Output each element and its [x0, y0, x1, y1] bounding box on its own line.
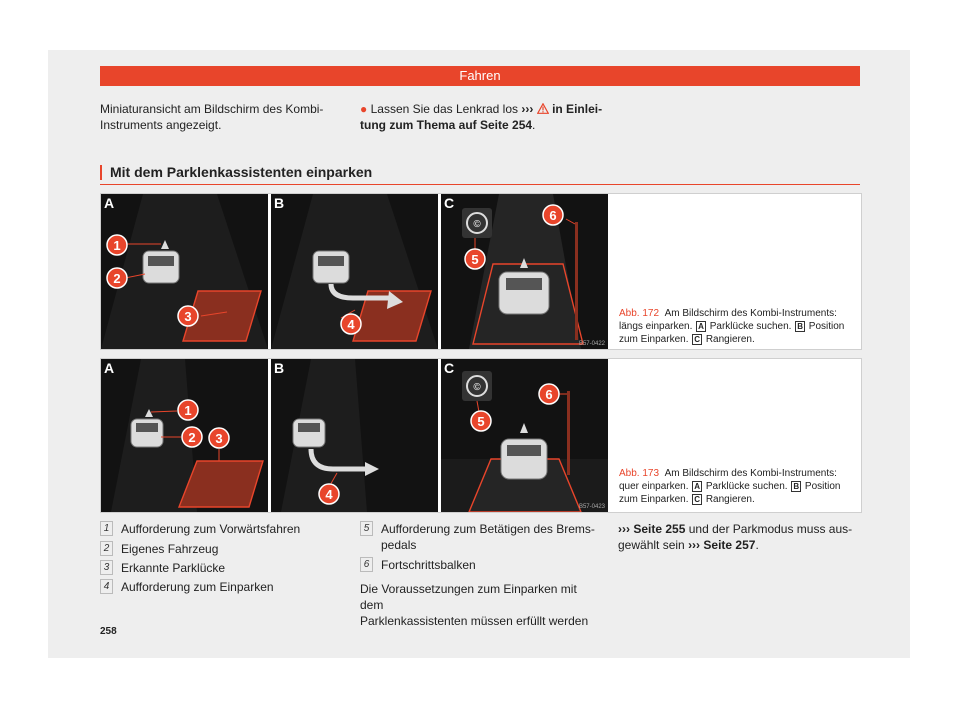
bullet-icon: ● — [360, 102, 368, 116]
intro-left — [100, 101, 323, 133]
caption-text: quer einparken. — [619, 481, 689, 492]
intro-left-line2: Instruments angezeigt. — [100, 118, 222, 132]
legend-item — [360, 521, 600, 553]
svg-text:2: 2 — [188, 430, 196, 445]
panel-label-a: A — [104, 195, 115, 211]
figure-code: B57-0422 — [578, 341, 605, 347]
callout-6 — [543, 205, 563, 225]
legend-text: Erkannte Parklücke — [121, 561, 226, 575]
legend-item — [100, 579, 274, 595]
ref-link-1[interactable]: Seite 255 — [633, 522, 686, 536]
caption-abb: Abb. 173 — [619, 468, 660, 479]
callout-4 — [319, 484, 339, 504]
callout-6 — [539, 384, 559, 404]
key-a: A — [698, 322, 704, 331]
section-title: Mit dem Parklenkassistenten einparken — [110, 164, 373, 180]
intro-left-line1: Miniaturansicht am Bildschirm des Kombi- — [100, 102, 324, 116]
bullet-text: Lassen Sie das Lenkrad los — [370, 102, 519, 116]
svg-text:1: 1 — [113, 238, 121, 253]
legend-number: 4 — [100, 579, 113, 594]
panel-c-illustration — [441, 194, 608, 349]
caption-line1: Am Bildschirm des Kombi-Instruments: — [664, 308, 837, 319]
figure-172-caption — [619, 307, 855, 346]
col3-paragraph — [618, 521, 858, 553]
figure-172 — [100, 193, 862, 350]
key-c: C — [694, 335, 701, 344]
caption-text: Position — [804, 481, 841, 492]
callout-2 — [107, 268, 127, 288]
figure-173-panel-b — [271, 359, 438, 512]
intro-bullet — [360, 101, 602, 133]
callout-1 — [178, 400, 198, 420]
panel-b-illustration — [271, 359, 438, 512]
svg-text:5: 5 — [477, 414, 485, 429]
section-marker — [100, 165, 102, 180]
caption-line1: Am Bildschirm des Kombi-Instruments: — [664, 468, 837, 479]
key-b: B — [793, 482, 800, 491]
svg-text:©: © — [473, 219, 481, 230]
key-c: C — [694, 495, 701, 504]
col3-text: und der Parkmodus muss aus- — [688, 522, 853, 536]
figure-172-panel-c — [441, 194, 608, 349]
caption-text: Parklücke suchen. — [705, 481, 788, 492]
panel-label-c: C — [444, 360, 455, 376]
requirements-line2: Parklenkassistenten müssen erfüllt werden — [360, 614, 589, 628]
caption-text: Position — [808, 321, 845, 332]
legend-number: 2 — [100, 541, 113, 556]
ref-link-2[interactable]: Seite 257 — [703, 538, 756, 552]
figure-172-panel-a — [101, 194, 268, 349]
col3-end: . — [755, 538, 759, 552]
caption-text: zum Einparken. — [619, 334, 689, 345]
svg-text:©: © — [473, 382, 481, 393]
bullet-end: . — [532, 118, 536, 132]
key-a: A — [694, 482, 701, 491]
legend-text: Aufforderung zum Betätigen des Brems- — [381, 522, 595, 536]
legend-item — [100, 521, 300, 537]
callout-5 — [465, 249, 485, 269]
legend-number: 1 — [100, 521, 113, 536]
bullet-arrow: ››› — [521, 102, 534, 116]
requirements-line1: Die Voraussetzungen zum Einparken mit dem — [360, 582, 577, 612]
legend-item — [360, 557, 600, 573]
caption-text: Rangieren. — [705, 334, 755, 345]
ref-arrow: ››› — [618, 522, 630, 536]
legend-text: Aufforderung zum Einparken — [121, 580, 274, 594]
caption-text: längs einparken. — [619, 321, 693, 332]
legend-text: Fortschrittsbalken — [381, 558, 476, 572]
legend-number: 5 — [360, 521, 373, 536]
legend-number: 3 — [100, 560, 113, 575]
panel-label-b: B — [274, 195, 285, 211]
ref-arrow: ››› — [688, 538, 701, 552]
panel-a-illustration — [101, 359, 268, 512]
figure-173 — [100, 358, 862, 513]
panel-c-illustration — [441, 359, 608, 512]
callout-5 — [471, 411, 491, 431]
col3-text: gewählt sein — [618, 538, 685, 552]
svg-text:6: 6 — [545, 387, 553, 402]
figure-173-panel-c — [441, 359, 608, 512]
svg-text:1: 1 — [184, 403, 192, 418]
panel-a-illustration — [101, 194, 268, 349]
legend-text: Eigenes Fahrzeug — [121, 542, 219, 556]
svg-text:4: 4 — [325, 487, 333, 502]
legend-text-cont: pedals — [381, 538, 417, 552]
requirements-paragraph — [360, 581, 600, 629]
caption-text: Parklücke suchen. — [709, 321, 792, 332]
figure-173-image — [101, 359, 609, 512]
bullet-link-1[interactable]: in Einlei- — [552, 102, 603, 116]
panel-label-a: A — [104, 360, 115, 376]
svg-text:3: 3 — [184, 309, 192, 324]
panel-label-c: C — [444, 195, 455, 211]
svg-text:5: 5 — [471, 252, 479, 267]
legend-item — [100, 560, 225, 576]
svg-text:6: 6 — [549, 208, 557, 223]
key-b: B — [797, 322, 804, 331]
caption-abb: Abb. 172 — [619, 308, 660, 319]
callout-4 — [341, 314, 361, 334]
warning-triangle-icon — [537, 103, 549, 114]
chapter-header: Fahren — [100, 66, 860, 86]
caption-text: Rangieren. — [705, 494, 755, 505]
callout-3 — [178, 306, 198, 326]
panel-label-b: B — [274, 360, 285, 376]
callout-2 — [182, 427, 202, 447]
svg-text:4: 4 — [347, 317, 355, 332]
page-number: 258 — [100, 626, 117, 637]
figure-code: B57-0423 — [578, 504, 605, 510]
svg-text:3: 3 — [215, 431, 223, 446]
figure-172-image — [101, 194, 609, 349]
bullet-link-2[interactable]: tung zum Thema auf Seite 254 — [360, 118, 533, 132]
legend-number: 6 — [360, 557, 373, 572]
callout-1 — [107, 235, 127, 255]
figure-173-caption — [619, 467, 855, 506]
caption-text: zum Einparken. — [619, 494, 689, 505]
legend-item — [100, 541, 218, 557]
figure-172-panel-b — [271, 194, 438, 349]
figure-173-panel-a — [101, 359, 268, 512]
callout-3 — [209, 428, 229, 448]
svg-text:2: 2 — [113, 271, 121, 286]
legend-text: Aufforderung zum Vorwärtsfahren — [121, 522, 301, 536]
section-heading — [100, 163, 860, 185]
panel-b-illustration — [271, 194, 438, 349]
